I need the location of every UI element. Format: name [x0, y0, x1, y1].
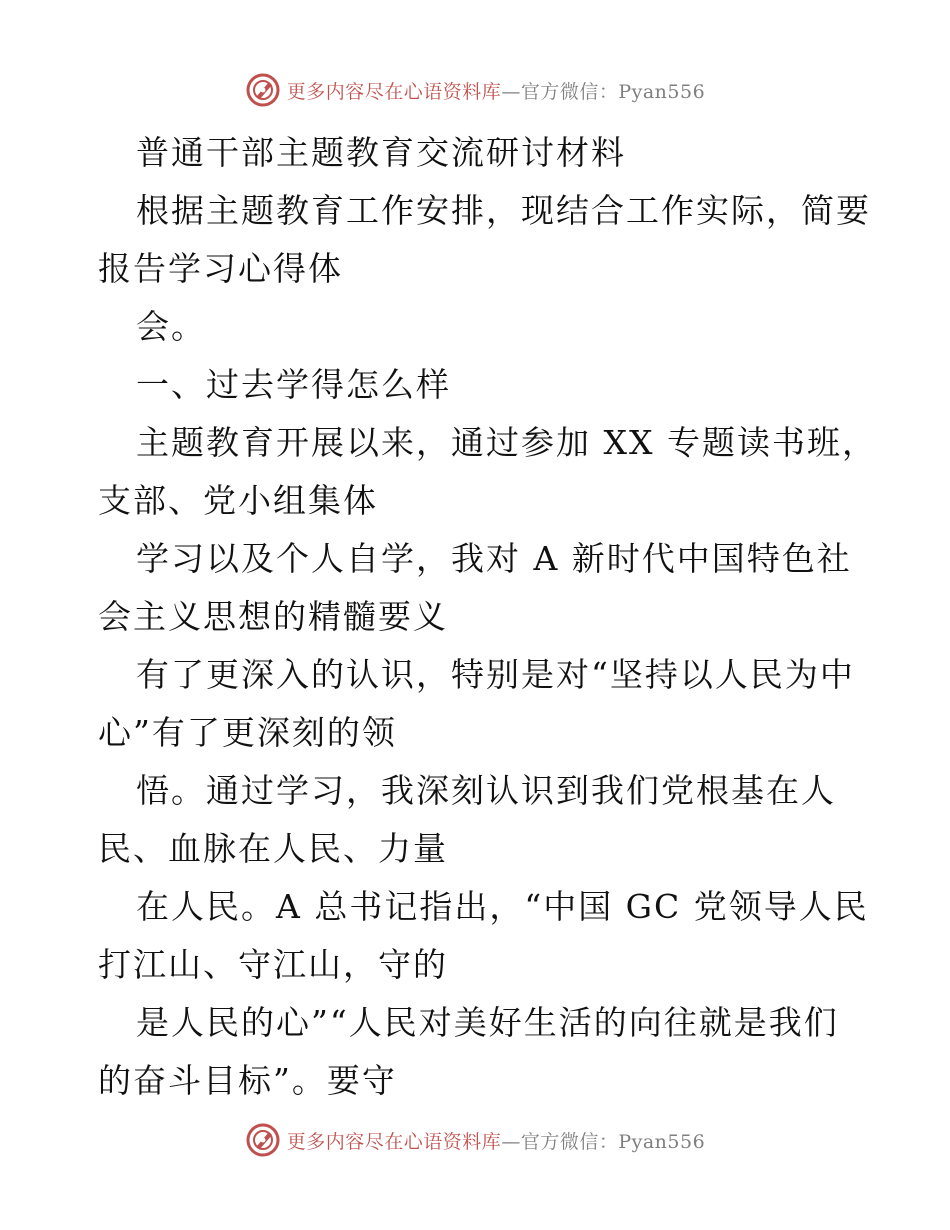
header-banner-text	[287, 77, 705, 104]
paragraph-line: 民、血脉在人民、力量	[98, 829, 448, 868]
paragraph-line: 根据主题教育工作安排，现结合工作实际，简要	[136, 191, 871, 230]
header-banner-red-text: 更多内容尽在心语资料库	[286, 80, 502, 103]
paragraph-line: 主题教育开展以来，通过参加 XX 专题读书班，	[136, 423, 877, 462]
section-heading: 一、过去学得怎么样	[136, 365, 451, 404]
seal-logo-icon	[245, 1122, 281, 1158]
paragraph-line: 有了更深入的认识，特别是对“坚持以人民为中	[136, 655, 855, 694]
paragraph-line: 在人民。A 总书记指出，“中国 GC 党领导人民	[136, 887, 869, 926]
paragraph-line: 悟。通过学习，我深刻认识到我们党根基在人	[136, 771, 836, 810]
paragraph-line: 会主义思想的精髓要义	[98, 597, 448, 636]
footer-banner-wechat-id: Pyan556	[618, 1130, 706, 1153]
document-title: 普通干部主题教育交流研讨材料	[136, 133, 626, 172]
header-banner-wechat-id: Pyan556	[618, 80, 706, 103]
paragraph-line: 的奋斗目标”。要守	[98, 1061, 397, 1100]
header-banner-content	[245, 72, 705, 108]
header-banner	[0, 70, 950, 110]
paragraph-line: 心”有了更深刻的领	[98, 713, 397, 752]
paragraph-line: 报告学习心得体	[98, 249, 343, 288]
footer-banner-content	[245, 1122, 705, 1158]
paragraph-line: 是人民的心”“人民对美好生活的向往就是我们	[136, 1003, 839, 1042]
paragraph-line: 支部、党小组集体	[98, 481, 378, 520]
footer-banner-red-text: 更多内容尽在心语资料库	[286, 1130, 502, 1153]
paragraph-line: 打江山、守江山，守的	[98, 945, 448, 984]
header-banner-gray-text: —官方微信：	[501, 80, 619, 103]
paragraph-line: 会。	[136, 307, 206, 346]
footer-banner	[0, 1120, 950, 1160]
seal-logo-icon	[245, 72, 281, 108]
footer-banner-text	[287, 1127, 705, 1154]
document-body	[98, 124, 877, 1110]
paragraph-line: 学习以及个人自学，我对 A 新时代中国特色社	[136, 539, 852, 578]
footer-banner-gray-text: —官方微信：	[501, 1130, 619, 1153]
